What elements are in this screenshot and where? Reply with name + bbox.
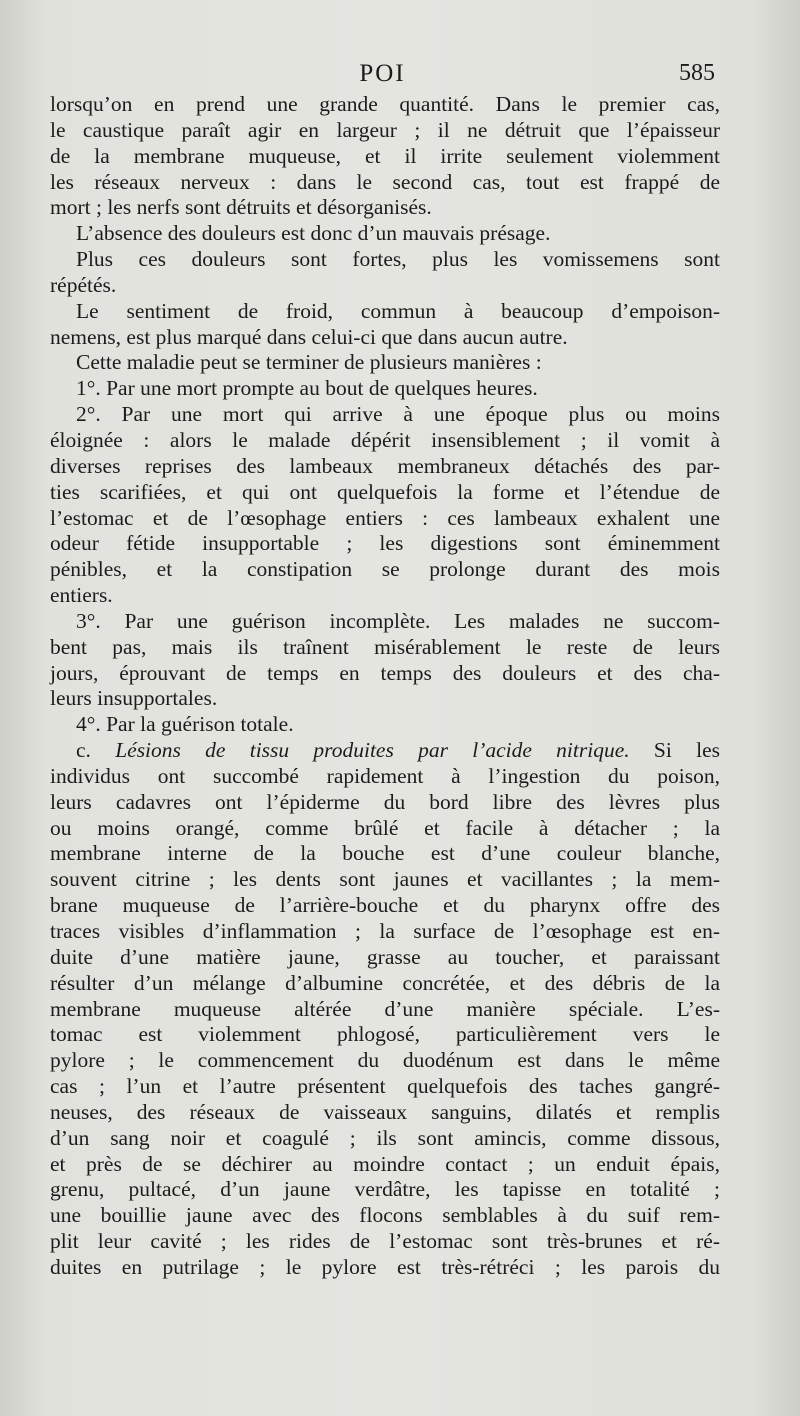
text-line: répétés. — [50, 272, 117, 297]
text-line: les réseaux nerveux : dans le second cas, tout est frappé de — [50, 169, 720, 194]
text-line: de la membrane muqueuse, et il irrite seulement violemment — [50, 143, 720, 168]
text-line: éloignée : alors le malade dépérit insensiblement ; il vomit à — [50, 427, 720, 452]
text-line: 4°. Par la guérison totale. — [76, 712, 294, 737]
section-c-title: Lésions de tissu produites par l’acide nitrique. — [115, 738, 630, 763]
text-line: plit leur cavité ; les rides de l’estomac sont très-brunes et ré- — [50, 1229, 720, 1254]
body-text — [50, 92, 720, 1281]
section-c-label: c. — [76, 738, 91, 763]
text-line: pylore ; le commencement du duodénum est dans le même — [50, 1048, 720, 1073]
text-line: nemens, est plus marqué dans celui-ci que dans aucun autre. — [50, 324, 568, 349]
text-line: Plus ces douleurs sont fortes, plus les vomissemens sont — [76, 247, 720, 272]
page-number: 585 — [679, 60, 715, 86]
text-line: bent pas, mais ils traînent misérablement le reste de leurs — [50, 634, 720, 659]
text-line: Si les — [653, 738, 720, 763]
text-line: résulter d’un mélange d’albumine concrétée, et des débris de la — [50, 970, 720, 995]
text-line: grenu, pultacé, d’un jaune verdâtre, les tapisse en totalité ; — [50, 1177, 720, 1202]
text-line: leurs cadavres ont l’épiderme du bord libre des lèvres plus — [50, 789, 720, 814]
text-line: neuses, des réseaux de vaisseaux sanguins, dilatés et remplis — [50, 1099, 720, 1124]
page-header — [50, 60, 715, 90]
text-line: 1°. Par une mort prompte au bout de quelques heures. — [76, 376, 538, 401]
text-line: mort ; les nerfs sont détruits et désorganisés. — [50, 195, 432, 220]
text-line: ties scarifiées, et qui ont quelquefois la forme et l’étendue de — [50, 479, 720, 504]
text-line: 3°. Par une guérison incomplète. Les malades ne succom- — [76, 608, 720, 633]
text-line: lorsqu’on en prend une grande quantité. Dans le premier cas, — [50, 92, 720, 116]
text-line: membrane interne de la bouche est d’une couleur blanche, — [50, 841, 720, 866]
text-line: duites en putrilage ; le pylore est très-rétréci ; les parois du — [50, 1254, 720, 1279]
text-line: brane muqueuse de l’arrière-bouche et du pharynx offre des — [50, 893, 720, 918]
text-line: diverses reprises des lambeaux membraneux détachés des par- — [50, 453, 720, 478]
text-line: Cette maladie peut se terminer de plusieurs manières : — [76, 350, 542, 375]
running-head: POI — [359, 60, 406, 87]
text-line: et près de se déchirer au moindre contact ; un enduit épais, — [50, 1151, 720, 1176]
text-line: cas ; l’un et l’autre présentent quelquefois des taches gangré- — [50, 1074, 720, 1099]
text-line: Le sentiment de froid, commun à beaucoup d’empoison- — [76, 298, 720, 323]
text-line: leurs insupportales. — [50, 686, 218, 711]
text-line: une bouillie jaune avec des flocons semblables à du suif rem- — [50, 1203, 720, 1228]
text-line: le caustique paraît agir en largeur ; il ne détruit que l’épaisseur — [50, 117, 720, 142]
text-line: individus ont succombé rapidement à l’ingestion du poison, — [50, 763, 720, 788]
text-line: entiers. — [50, 583, 113, 608]
text-line: pénibles, et la constipation se prolonge durant des mois — [50, 557, 720, 582]
text-line: L’absence des douleurs est donc d’un mauvais présage. — [76, 221, 551, 246]
text-line: tomac est violemment phlogosé, particulièrement vers le — [50, 1022, 720, 1047]
text-line: duite d’une matière jaune, grasse au toucher, et paraissant — [50, 944, 720, 969]
text-line: membrane muqueuse altérée d’une manière spéciale. L’es- — [50, 996, 720, 1021]
text-line: traces visibles d’inflammation ; la surface de l’œsophage est en- — [50, 919, 720, 943]
text-line: ou moins orangé, comme brûlé et facile à détacher ; la — [50, 815, 720, 840]
text-line: souvent citrine ; les dents sont jaunes et vacillantes ; la mem- — [50, 867, 720, 892]
text-line: l’estomac et de l’œsophage entiers : ces lambeaux exhalent une — [50, 505, 720, 530]
text-line: odeur fétide insupportable ; les digestions sont éminemment — [50, 531, 720, 556]
text-line: d’un sang noir et coagulé ; ils sont amincis, comme dissous, — [50, 1125, 720, 1150]
text-line: jours, éprouvant de temps en temps des douleurs et des cha- — [50, 660, 720, 685]
text-line: 2°. Par une mort qui arrive à une époque plus ou moins — [76, 402, 720, 427]
section-c-line — [50, 738, 720, 764]
